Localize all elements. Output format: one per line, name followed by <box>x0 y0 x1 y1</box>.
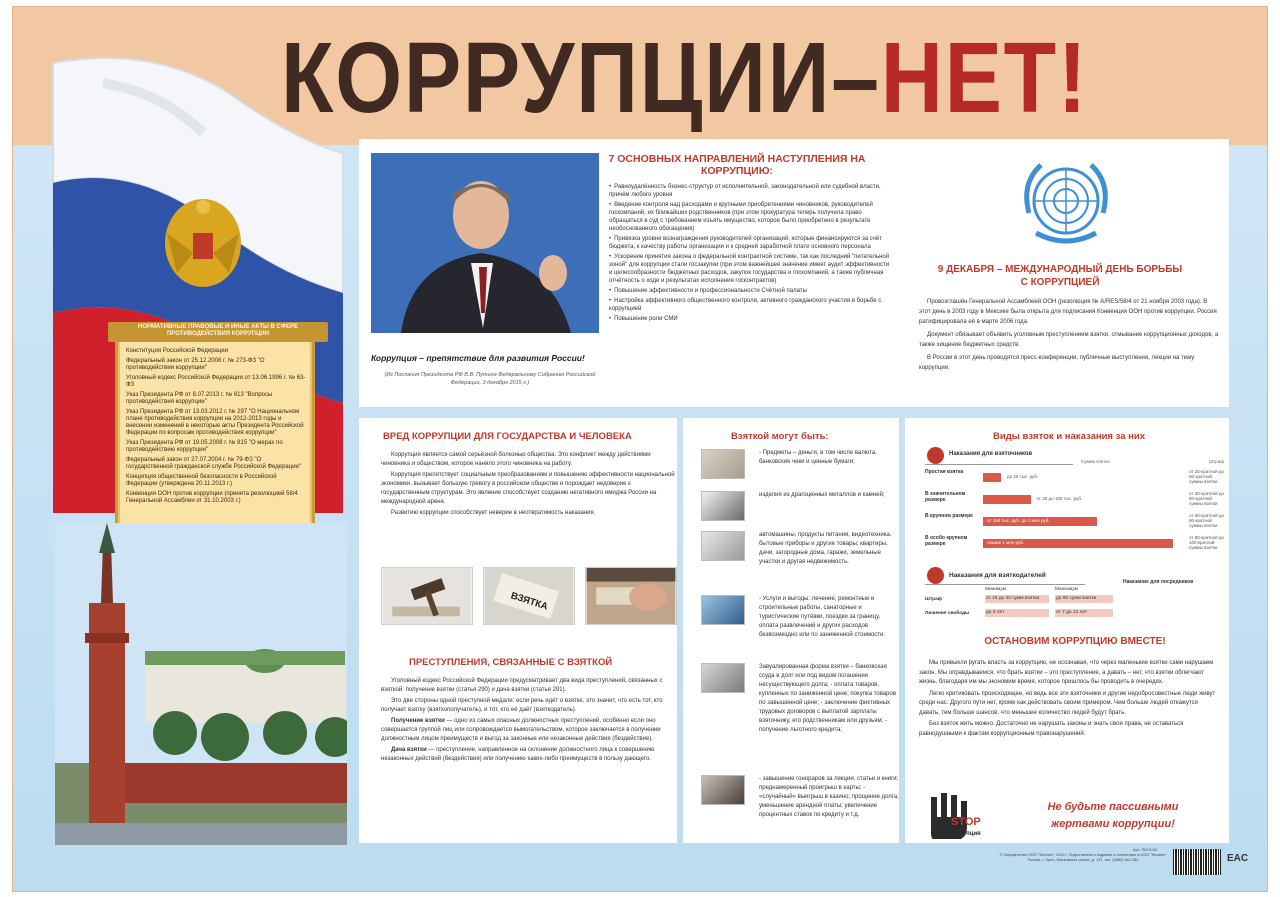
givers-col-max: Максимум <box>1055 587 1078 592</box>
bank-loan-photo <box>701 663 745 693</box>
fine-column-label: Штраф <box>1209 459 1224 464</box>
bribe-type-item <box>701 663 897 773</box>
penalty-fine: от 25-кратной до 50-кратной суммы взятки <box>1189 469 1225 484</box>
penalty-amount: от 25 до 150 тыс. руб. <box>1036 496 1083 501</box>
bribe-type-item <box>701 595 897 659</box>
lecture-photo <box>701 775 745 805</box>
penalty-bar <box>983 473 1001 482</box>
bribe-type-text: - Предметы – деньги, в том числе валюта, банковские чеки и ценные бумаги; <box>759 450 877 465</box>
harm-heading: ВРЕД КОРРУПЦИИ ДЛЯ ГОСУДАРСТВА И ЧЕЛОВЕКА <box>383 431 632 442</box>
quote-source: (Из Послания Президента РФ В.В. Путина Федеральному Собранию Российской Федерации, 3 декабря 2015 г.) <box>384 372 596 386</box>
stop-corruption-heading: ОСТАНОВИМ КОРРУПЦИЮ ВМЕСТЕ! <box>984 636 1166 647</box>
penalty-amount: от 150 тыс. руб. до 1 млн руб. <box>987 518 1050 523</box>
crimes-term: Получение взятки <box>391 718 445 724</box>
kremlin-image <box>55 523 347 845</box>
eac-mark: EAC <box>1227 853 1249 864</box>
harm-paragraph: Коррупция является самой серьёзной болезнью общества. Это конфликт между действиями чиновника и обществом, которое наняло этого чиновника на работу. <box>381 452 651 467</box>
stop-paragraph: Мы привыкли ругать власть за коррупцию, не осознавая, что через маленькие взятки сами нарушаем закон. Мы оправдываемся, что брать взятки – это преступление, а давать – нет, что взятки облегчают жизнь, благодаря им мы экономим время, которое пришлось бы проводить в очередях. <box>919 660 1214 685</box>
un-paragraph: В России в этот день проводятся пресс-конференции, публичные выступления, лекции на тему коррупции. <box>919 355 1195 371</box>
direction-item: • Равноудалённость бизнес-структур от исполнительной, законодательной или судебной власти, причём любого уровня <box>609 183 893 199</box>
poster-title <box>281 22 1089 134</box>
article-number: Арт. ПМ-0-00 <box>1133 847 1157 852</box>
crimes-term: Дача взятки <box>391 747 427 753</box>
direction-item: • Ускорение принятия закона о федеральной контрактной системе, так как последний "питательной зоной" для коррупции стали госзакупки (при этом важнейшее значение имеет аудит эффективности и целесообразности бюджетных расходов, закупок государства и госкомпаний, а также публичная отчётность о ходе и результатах исполнения госконтрактов) <box>609 253 893 285</box>
legal-act-item: Указ Президента РФ от 8.07.2013 г. № 613 "Вопросы противодействия коррупции" <box>126 392 273 405</box>
directions-heading: 7 ОСНОВНЫХ НАПРАВЛЕНИЙ НАСТУПЛЕНИЯ НА КОРРУПЦИЮ: <box>608 153 866 177</box>
penalty-fine: от 60-кратной до 80-кратной суммы взятки <box>1189 513 1225 528</box>
stop-corruption-text <box>919 659 1219 741</box>
president-photo <box>371 153 599 333</box>
legal-act-item: Федеральный закон от 27.07.2004 г. № 79-ФЗ "О государственной гражданской службе Российской Федерации" <box>126 457 302 470</box>
title-part-2: НЕТ! <box>880 22 1089 134</box>
takers-header <box>925 447 1073 465</box>
givers-header <box>925 567 1085 585</box>
crimes-heading: ПРЕСТУПЛЕНИЯ, СВЯЗАННЫЕ С ВЗЯТКОЙ <box>409 657 613 668</box>
harm-text <box>381 451 677 520</box>
crimes-paragraph: Уголовный кодекс Российской Федерации предусматривает два вида преступлений, связанных с взяткой: получение взятки (статья 290) и дача взятки (статья 291). <box>381 678 663 693</box>
handcuffs-icon <box>927 567 944 584</box>
penalty-fine: от 80-кратной до 100-кратной суммы взятки <box>1189 535 1225 550</box>
givers-row-min: от 15 до 30 сумм взятки <box>985 595 1049 603</box>
crimes-paragraph: Это две стороны одной преступной медали: если речь идёт о взятке, это значит, что есть тот, кто получает взятку (взяткополучатель), и тот, кто её даёт (взяткодатель). <box>381 698 663 713</box>
bribe-type-item <box>701 449 897 489</box>
givers-title: Наказания для взяткодателей <box>949 572 1046 579</box>
penalty-bar <box>983 495 1031 504</box>
crimes-paragraph <box>381 717 677 744</box>
bribe-type-item <box>701 491 897 527</box>
penalty-row-label: В крупном размере <box>925 513 973 519</box>
stop-hand-icon <box>925 789 989 839</box>
penalty-row <box>925 513 1225 529</box>
goods-photo <box>701 531 745 561</box>
bribe-type-item <box>701 775 897 839</box>
penalty-row <box>925 535 1225 551</box>
jewelry-photo <box>701 491 745 521</box>
legal-act-item: Федеральный закон от 25.12.2008 г. № 273-ФЗ "О противодействии коррупции" <box>126 358 265 371</box>
un-emblem-icon <box>1011 153 1121 253</box>
title-part-1: КОРРУПЦИИ– <box>281 22 881 134</box>
gavel-photo <box>381 567 473 625</box>
penalty-row <box>925 469 1225 485</box>
stop-sublabel: коррупция <box>949 831 981 837</box>
un-paragraph: Документ обязывает объявить уголовным преступлением взятки, отмывание коррупционных доходов, а также хищение бюджетных средств. <box>919 332 1219 348</box>
penalty-row-label: В особо крупном размере <box>925 535 968 547</box>
direction-item: • Введение контроля над расходами и крупными приобретениями чиновников, руководителей госкомпаний, их ближайших родственников (при этом прокуратура теперь получила право обращаться в суд с требованием изъять имущество, которое было приобретено в результате необоснованного обогащения) <box>609 201 893 233</box>
givers-row-min: до 2 лет <box>985 609 1049 617</box>
coat-of-arms-icon <box>165 199 241 287</box>
bribe-types-heading: Взяткой могут быть: <box>731 431 829 442</box>
legal-act-item: Концепция общественной безопасности в Российской Федерации (утверждена 20.11.2013 г.) <box>126 474 277 487</box>
givers-col-min: Минимум <box>985 587 1006 592</box>
quote-caption: Коррупция – препятствие для развития России! <box>371 353 585 363</box>
givers-table <box>925 587 1115 627</box>
intermediaries-title: Наказание для посредников <box>1123 579 1194 585</box>
bribe-envelope-label: ВЗЯТКА <box>509 590 550 613</box>
legal-act-item: Указ Президента РФ от 19.05.2008 г. № 815 "О мерах по противодействию коррупции" <box>126 440 283 453</box>
bribe-envelope-photo <box>483 567 575 625</box>
penalty-fine: от 30-кратной до 60-кратной суммы взятки <box>1189 491 1225 506</box>
stop-label: STOP <box>951 816 981 828</box>
un-day-text <box>919 297 1219 376</box>
bribe-type-text: изделия из драгоценных металлов и камней; <box>759 492 885 498</box>
money-photo <box>701 449 745 479</box>
penalty-amount: свыше 1 млн руб. <box>987 540 1025 545</box>
takers-title: Наказания для взяточников <box>949 451 1033 457</box>
sum-column-label: Сумма взятки <box>1081 459 1110 464</box>
barcode <box>1173 849 1221 875</box>
poster <box>12 6 1268 892</box>
un-day-heading: 9 ДЕКАБРЯ – МЕЖДУНАРОДНЫЙ ДЕНЬ БОРЬБЫ С КОРРУПЦИЕЙ <box>937 264 1183 288</box>
bribe-type-item <box>701 531 897 591</box>
bribe-type-text: автомашины, продукты питания, видеотехника, бытовые приборы и другие товары; квартиры, дачи, загородные дома, гаражи, земельные участки и другая недвижимость. <box>759 532 892 565</box>
imprint: © Оформление ООО "Филипп", 2016 г. Подготовлено к изданию и отпечатано в ООО "Филипп" Россия, г. Орел, Московское шоссе, д. 137, тел. (4862) 442-282 <box>999 853 1167 862</box>
direction-item: • Повышение эффективности и профессиональности Счётной палаты <box>609 287 893 295</box>
crimes-definition: — преступление, направленное на склонение должностного лица к совершению незаконных действий (бездействия) или получению каких-либо преимуществ в пользу дающего. <box>381 747 655 762</box>
harm-paragraph: Развитию коррупции способствует неверие в неотвратимость наказания. <box>391 510 596 516</box>
crimes-text <box>381 677 677 766</box>
handcuffs-icon <box>927 447 944 464</box>
direction-item: • Повышение роли СМИ <box>609 315 893 323</box>
givers-row-max: до 90 сумм взятки <box>1055 595 1113 603</box>
penalty-row <box>925 491 1225 507</box>
harm-paragraph: Коррупция препятствует социальным преобразованиям и повышению эффективности национальной экономики, вызывает большую тревогу в российском обществе и порождает недоверие к государственным структурам. Это явление способствует созданию негативного имиджа России на международной арене. <box>381 472 675 505</box>
bribe-type-text: - завышение гонораров за лекции, статьи и книги; преднамеренный проигрыш в карты; - «случайный» выигрыш в казино; прощение долга; уменьшение арендной платы; увеличение процентных ставок по кредиту и т.д. <box>759 776 899 818</box>
hands-money-photo <box>585 567 677 625</box>
legal-act-item: Уголовный кодекс Российской Федерации от 13.06.1996 г. № 63-ФЗ <box>126 375 306 388</box>
stop-paragraph: Легко критиковать происходящее, но ведь все эти взяточники и другие недобросовестные люди живут среди нас. Другого пути нет, кроме как действовать своим примером. Чем больше людей откажутся давать, тем больше шансов, что меньшее количество людей будут брать. <box>919 690 1216 716</box>
direction-item: • Привязка уровня вознаграждения руководителей организаций, которые финансируются за счёт бюджета, к качеству работы организации и к средней заработной плате основного персонала <box>609 235 893 251</box>
penalty-row-label: Простая взятка <box>925 469 964 475</box>
un-paragraph: Провозглашён Генеральной Ассамблеей ООН (резолюция № A/RES/58/4 от 21 ноября 2003 года). В этот день в 2003 году в Мексике была открыта для подписания Конвенция ООН против коррупции. Россия ратифицировала её в марте 2006 года. <box>919 299 1217 325</box>
bribe-type-text: - Услуги и выгоды: лечение, ремонтные и строительные работы, санаторные и туристические путёвки, поездки за границу, оплата развлечений и других расходов безвозмездно или по заниженной стоимости. <box>759 596 886 638</box>
crimes-paragraph <box>381 746 677 764</box>
directions-list <box>609 183 893 325</box>
legal-acts-heading: НОРМАТИВНЫЕ ПРАВОВЫЕ И ИНЫЕ АКТЫ В СФЕРЕ ПРОТИВОДЕЙСТВИЯ КОРРУПЦИИ <box>108 322 328 342</box>
givers-row-label: Штраф <box>925 597 942 602</box>
crimes-definition: — одно из самых опасных должностных преступлений, особенно если оно совершается группой лиц или сопровождается вымогательством, которое заключается в получении должностным лицом преимуществ и выгод за законные или незаконные действия (бездействие). <box>381 718 661 742</box>
stop-paragraph: Без взяток жить можно. Достаточно не нарушать законы и знать свои права, не оставаться равнодушными к фактам коррупционным правонарушений. <box>919 721 1184 737</box>
penalty-amount: до 25 тыс. руб. <box>1007 474 1039 479</box>
legal-act-item: Конституция Российской Федерации <box>126 348 229 354</box>
legal-act-item: Конвенция ООН против коррупции (принята резолюцией 58/4 Генеральной Ассамблеи от 31.10.2003 г.) <box>126 491 298 504</box>
harm-photo-strip <box>381 567 679 627</box>
bribe-type-text: Завуалированная форма взятки – банковская ссуда в долг или под видом погашения несуществующего долга; - оплата товаров, купленных по заниженной цене; покупка товаров по завышенной цене; - заключение фиктивных трудовых договоров с выплатой зарплаты взяточнику, его родственникам или друзьям; - получение льготного кредита; <box>759 664 897 733</box>
direction-item: • Настройка эффективного общественного контроля, активного гражданского участия в борьбе с коррупцией <box>609 297 893 313</box>
services-photo <box>701 595 745 625</box>
givers-row-max: от 7 до 12 лет <box>1055 609 1113 617</box>
slogan: Не будьте пассивными жертвами коррупции! <box>1047 801 1179 830</box>
penalties-heading: Виды взяток и наказания за них <box>993 431 1145 442</box>
penalty-row-label: В значительном размере <box>925 491 966 503</box>
givers-row-label: Лишение свободы <box>925 611 970 616</box>
legal-act-item: Указ Президента РФ от 13.03.2012 г. № 297 "О Национальном плане противодействия коррупции на 2012-2013 годы и внесении изменений в некоторые акты Президента Российской Федерации по вопросам противодействия коррупции" <box>126 409 304 436</box>
